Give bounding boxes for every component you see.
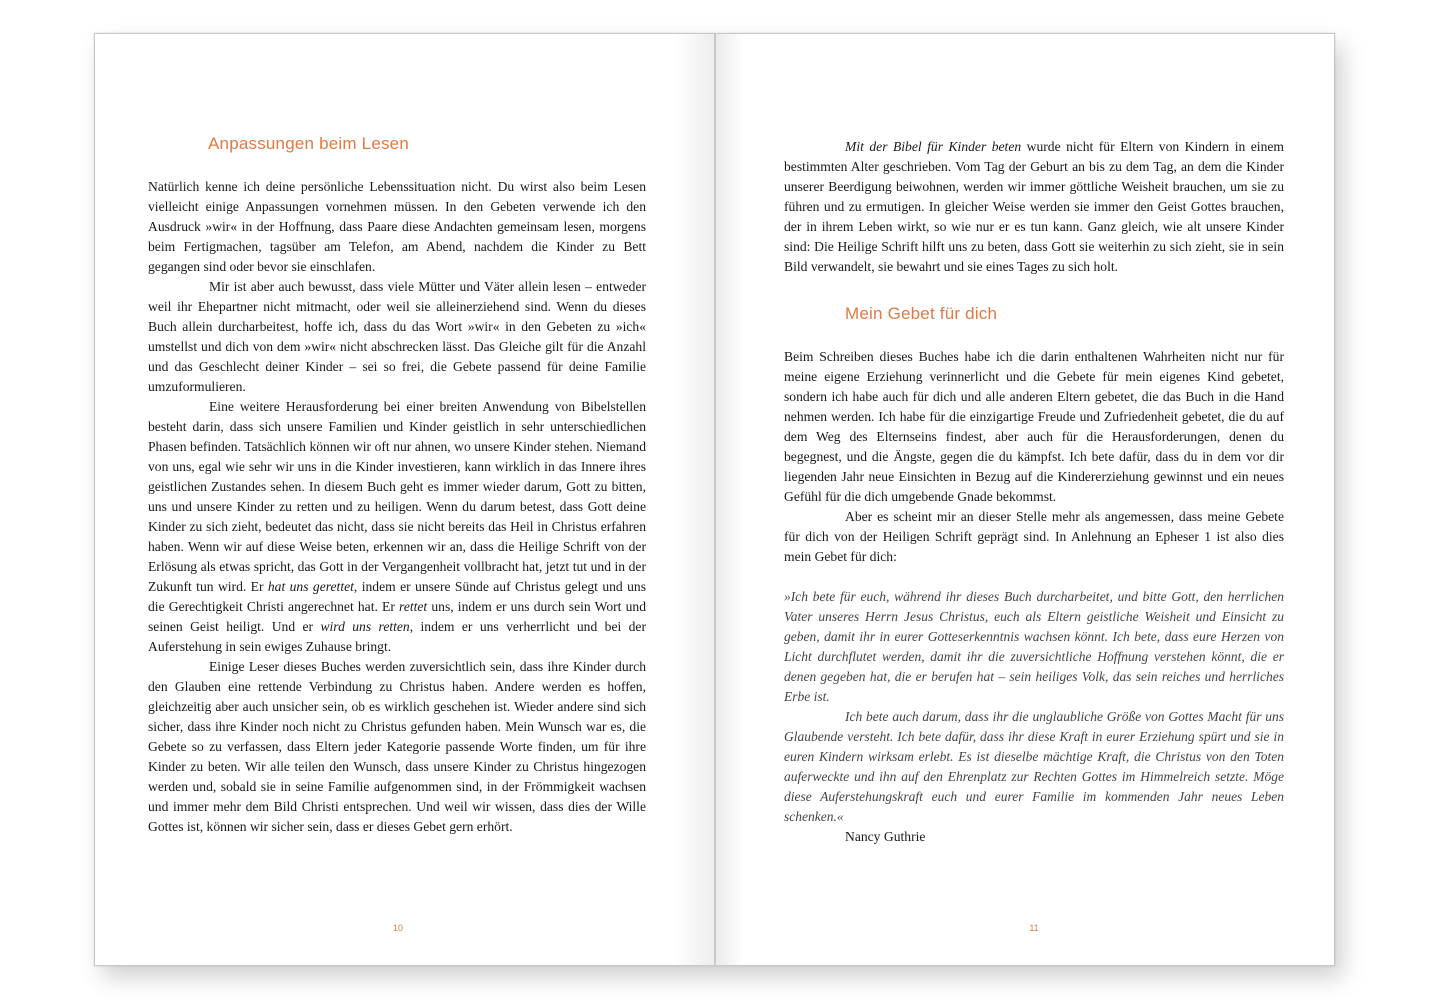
page-number: 11 <box>1029 923 1039 933</box>
right-page <box>715 33 1335 966</box>
paragraph: Eine weitere Herausforderung bei einer breiten Anwendung von Bibelstellen besteht darin, dass sich unsere Familien und Kinder geistlich in sehr unterschiedlichen Phasen befinden. Tatsächlich können wir oft nur ahnen, wo unsere Kinder stehen. Niemand von uns, egal wie sehr wir uns in die Kinder investieren, kann wirklich in das Innere ihres geistlichen Zustandes sehen. In diesem Buch geht es immer wieder darum, Gott zu bitten, uns und unsere Kinder zu retten und zu heiligen. Wenn du darum betest, dass Gott deine Kinder zu sich zieht, bedeutet das nicht, dass sie nicht bereits das Heil in Christus erfahren haben. Wenn wir auf diese Weise beten, erkennen wir an, dass die Heilige Schrift von der Erlösung als etwas spricht, das Gott in der Vergangenheit vollbracht hat, jetzt tut und in der Zukunft tun wird. Er hat uns gerettet, indem er unsere Sünde auf Christus gelegt und uns die Gerechtigkeit Christi angerechnet hat. Er rettet uns, indem er uns durch sein Wort und seinen Geist heiligt. Und er wird uns retten, indem er uns verherrlicht und bei der Auferstehung in sein ewiges Zuhause bringt. <box>148 399 646 654</box>
book-spread <box>94 33 1335 966</box>
left-body-text <box>148 177 646 837</box>
signature: Nancy Guthrie <box>845 829 926 844</box>
page-number: 10 <box>392 923 403 933</box>
prayer-quote <box>784 587 1284 827</box>
paragraph: Natürlich kenne ich deine persönliche Lebenssituation nicht. Du wirst also beim Lesen vielleicht einige Anpassungen vornehmen müssen. In den Gebeten verwende ich den Ausdruck »wir« in der Hoffnung, dass Paare diese Andachten gemeinsam lesen, morgens beim Fertigmachen, tagsüber am Telefon, am Abend, nachdem die Kinder zu Bett gegangen sind oder bevor sie einschlafen. <box>148 179 646 274</box>
paragraph: Mir ist aber auch bewusst, dass viele Mütter und Väter allein lesen – entweder weil ihr Ehepartner nicht mitmacht, oder weil sie alleinerziehend sind. Wenn du dieses Buch allein durcharbeitest, hoffe ich, dass du das Wort »wir« in den Gebeten zu »ich« umstellst und dich von dem »wir« nicht abschrecken lässt. Das Gleiche gilt für die Anzahl und das Geschlecht deiner Kinder – sei so frei, die Gebete passend für deine Familie umzuformulieren. <box>148 279 646 394</box>
right-body-text <box>784 347 1284 567</box>
gutter-shadow <box>674 34 714 965</box>
gutter-shadow <box>716 34 744 965</box>
paragraph: Mit der Bibel für Kinder beten wurde nicht für Eltern von Kindern in einem bestimmten Alter geschrieben. Vom Tag der Geburt an bis zu dem Tag, an dem die Kinder unserer Beerdigung beiwohnen, werden wir immer göttliche Weisheit brauchen, um sie zu führen und zu ermutigen. In gleicher Weise werden sie immer den Geist Gottes brauchen, der in ihrem Leben wirkt, so wie nur er es tun kann. Ganz gleich, wie alt unsere Kinder sind: Die Heilige Schrift hilft uns zu beten, dass Gott sie weiterhin zu sich zieht, sie in sein Bild verwandelt, sie bewahrt und sie eines Tages zu sich holt. <box>784 139 1284 274</box>
section-heading-adjustments: Anpassungen beim Lesen <box>208 134 409 153</box>
section-heading-prayer: Mein Gebet für dich <box>845 304 998 323</box>
paragraph: Beim Schreiben dieses Buches habe ich die darin enthaltenen Wahrheiten nicht nur für meine eigene Erziehung verinnerlicht und die Gebete für mein eigenes Kind gebetet, sondern ich habe auch für dich und alle anderen Eltern gebetet, die das Buch in die Hand nehmen werden. Ich habe für die einzigartige Freude und Zufriedenheit gebetet, die du auf dem Weg des Elternseins findest, aber auch für die Herausforderungen, denen du begegnest, und die Ängste, gegen die du kämpfst. Ich bete dafür, dass du in dem vor dir liegenden Jahr neue Einsichten in Bezug auf die Kindererziehung gewinnst und ein neues Gefühl für die dich umgebende Gnade bekommst. <box>784 349 1284 504</box>
paragraph: Einige Leser dieses Buches werden zuversichtlich sein, dass ihre Kinder durch den Glauben eine rettende Verbindung zu Christus haben. Andere werden es hoffen, gleichzeitig aber auch unsicher sein, ob es wirklich geschehen ist. Wieder andere sind sich sicher, dass ihre Kinder noch nicht zu Christus gefunden haben. Mein Wunsch war es, die Gebete so zu verfassen, dass Eltern jeder Kategorie passende Worte finden, um für ihre Kinder zu beten. Wir alle teilen den Wunsch, dass unsere Kinder zu Christus hingezogen werden und, sobald sie in seine Familie aufgenommen sind, in der Frömmigkeit wachsen und immer mehr dem Bild Christi entsprechen. Und weil wir wissen, dass dies der Wille Gottes ist, können wir sicher sein, dass er dieses Gebet gern erhört. <box>148 659 646 834</box>
prayer-paragraph: Ich bete auch darum, dass ihr die unglaubliche Größe von Gottes Macht für uns Glaubende versteht. Ich bete dafür, dass ihr diese Kraft in eurer Erziehung spürt und sie in euren Kindern wirksam erlebt. Es ist dieselbe mächtige Kraft, die Christus von den Toten auferweckte und ihn auf den Ehrenplatz zur Rechten Gottes im Himmelreich setzte. Möge diese Auferstehungskraft euch und eurer Familie im kommenden Jahr neues Leben schenken.« <box>784 709 1284 824</box>
paragraph: Aber es scheint mir an dieser Stelle mehr als angemessen, dass meine Gebete für dich von der Heiligen Schrift geprägt sind. In Anlehnung an Epheser 1 ist also dies mein Gebet für dich: <box>784 509 1284 564</box>
right-intro-text <box>784 137 1284 277</box>
prayer-paragraph: »Ich bete für euch, während ihr dieses Buch durcharbeitet, und bitte Gott, den herrlichen Vater unseres Herrn Jesus Christus, euch als Eltern geistliche Weisheit und Einsicht zu geben, damit ihr in eurer Gotteserkenntnis wachsen könnt. Ich bete, dass eure Herzen von Licht durchflutet werden, damit ihr die zuversichtliche Hoffnung verstehen könnt, die er denen gegeben hat, die er berufen hat – sein heiliges Volk, das sein reiches und herrliches Erbe ist. <box>784 589 1284 704</box>
left-page <box>94 33 715 966</box>
